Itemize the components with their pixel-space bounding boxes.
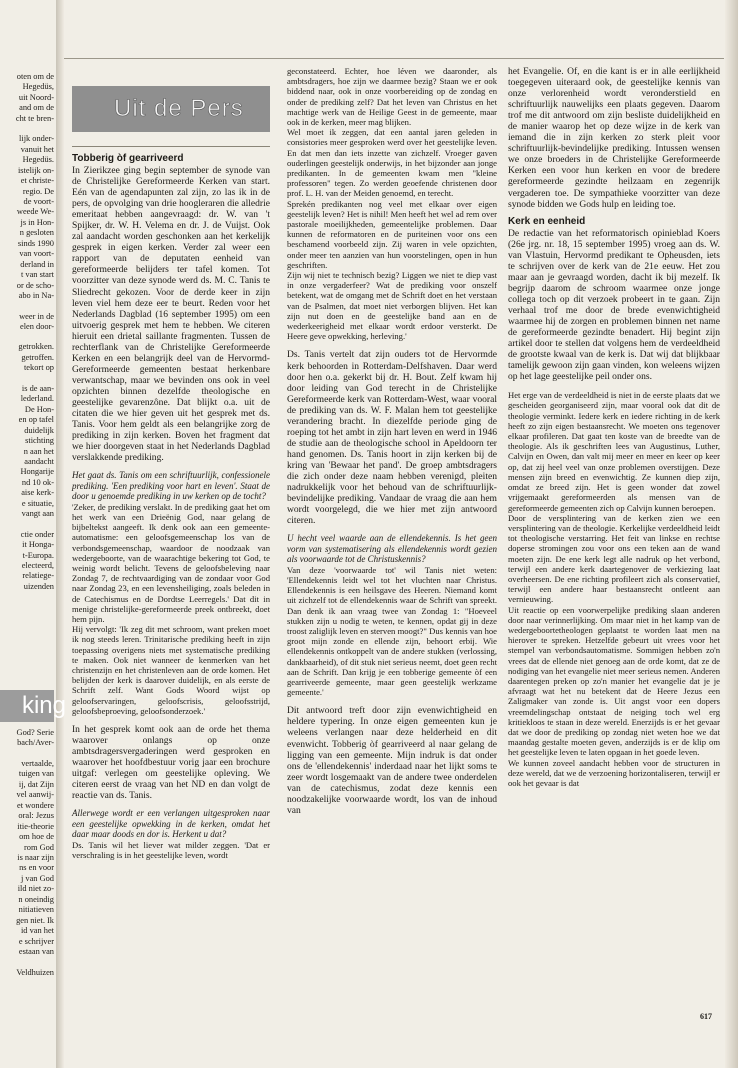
left-fragment-line: ild niet zo- [17,884,54,894]
article-column-3 [508,66,720,788]
paragraph: geconstateerd. Echter, hoe léven we daaronder, als ambtsdragers, hoe zijn we daarmee bezig? Staan we er ook biddend naar, ook in onze voorbereiding op de zondag en onder de prediking zelf? Dat het leven van Christus en het machtige werk van de Heilige Geest in de gemeente, maar ook in de kerken, meer mag blijken. [287,66,497,128]
left-fragment-line: n gesloten [19,228,54,238]
left-fragment-line [0,958,54,968]
left-fragment-line: ns en voor [19,863,54,873]
paragraph: Dit antwoord treft door zijn evenwichtigheid en heldere typering. In onze eigen gemeenten kun je weleens verlangen naar deze helderheid en dit evenwicht. Tobberig òf gearriveerd al naar gelang de ligging van een gemeente. Mijn indruk is dat onder ons de 'ellendekennis' inderdaad naar het lijkt soms te zeer wordt losgemaakt van de andere twee onderdelen van de catechismus, zodat deze kennis een noodzakelijke voorwaarde wordt, los van de inhoud van [287,705,497,816]
left-fragment-line: tuigen van [18,769,54,779]
paragraph: het Evangelie. Of, en die kant is er in alle eerlijkheid toegegeven uiteraard ook, de geestelijke kennis van onze verlorenheid wordt veronderstield en schriftuurlijk nauwelijks een plaats gegeven. Daarom trof me dit antwoord om zijn besliste duidelijkheid en de manier waarop het op deze wijze in de kerk van iemand die in zijn kerken zo sterk pleit voor schriftuurlijk-bevindelijke prediking. Intussen wensen we onze broeders in de Christelijke Gereformeerde Kerken een voor hun kerken en voor de bredere gereformeerde gezindte heilzaam en zegenrijk vergaderen toe. De sympathieke voorzitter van deze synode bidden we Gods hulp en leiding toe. [508,66,720,210]
quoted-paragraph: Uit reactie op een voorwerpelijke prediking slaan anderen door naar verinnerlijking. Om maar niet in het kamp van de wedergeboortetheologen geplaatst te worden laat men na hierover te spreken. Hetzelfde gebeurt uit vrees voor het stempel van verbondsautomatisme. Sommigen hebben zo'n vrees dat de ellende niet genoeg aan de orde komt, dat ze de nodiging van het evangelie niet meer serieus nemen. Anderen daarentegen preken op zo'n manier het evangelie dat je je afvraagt wat het nu betekent dat de Heere Jezus een Zaligmaker van zonde is. Uit angst voor een dopers vreemdelingschap ontstaat de neiging toch wel erg kritiekloos te staan in deze wereld. Enerzijds is er het gevaar dat we door de prediking op zondag niet weten hoe we dat maandag gestalte moeten geven, anderzijds is er de klip om het geestelijke leven te laten opgaan in het goede leven. [508,604,720,758]
left-fragment-line: derland in [20,259,54,269]
quoted-paragraph: We kunnen zoveel aandacht hebben voor de structuren in deze wereld, dat we de verzoening horizontaliseren, terwijl er ook het gevaar is dat [508,757,720,788]
left-fragment-block-a [0,72,54,592]
paragraph: Hij vervolgt: 'Ik zeg dit met schroom, want preken moet ik nog steeds leren. Trinitarische prediking heeft in zijn toepassing overigens niets met systematische prediking te maken. Ook niet wanneer de kenmerken van het christenzijn en het christenleven aan de orde komen. Het belijden der kerk is daarover duidelijk, en als eerste de Schrift zelf. Want Gods Woord wijst op geloofservaringen, geloofscrisis, geloofsstrijd, geloofsbeproeving, geloofsonderzoek.' [72,624,270,716]
interview-question: Allerwege wordt er een verlangen uitgesproken naar een geestelijke opwekking in de kerken, omdat het daar maar doods en dor is. Herkent u dat? [72,808,270,840]
paragraph: In het gesprek komt ook aan de orde het thema waarover onlangs op onze ambtsdragersvergaderingen werd gesproken en waarover het hoofdbestuur vorig jaar een brochure uitgaf: verlegen om geestelijke opleving. We citeren eerst de vraag van het ND en dan volgt de reactie van ds. Tanis. [72,724,270,802]
paragraph: In Zierikzee ging begin september de synode van de Christelijke Gereformeerde Kerken van start. Eén van de agendapunten zal zijn, zo las ik in de pers, de opvolging van drie hoogleraren die alledrie emeritaat hebben aangevraagd: dr. W. van 't Spijker, dr. W. H. Velema en dr. J. de Vuijst. Ook zal aandacht worden geschonken aan het kerkelijk gesprek in eigen kerken. Verder zal weer een rapport van de deputaten eenheid van gereformeerde belijders ter tafel komen. Tot voorzitter van deze synode werd ds. M. C. Tanis te Sliedrecht gekozen. Voor de derde keer in zijn leven viel hem deze eer te beurt. Reden voor het Nederlands Dagblad (16 september 1995) om een uitvoerig gesprek met hem te hebben. We citeren hieruit een drietal saillante fragmenten. Tussen de rechterflank van de Christelijke Gereformeerde Kerken en een belangrijk deel van de Hervormd-Gereformeerde gemeenten bestaat herkenbare verwantschap, maar we bevinden ons ook in veel opzichten binnen dezelfde theologische en geestelijke gevarenzône. Dat blijkt o.a. uit de citaten die we hier geven uit het gesprek met ds. Tanis. Voor hem geldt als een belangrijke zorg de prediking in zijn kerken. Boven het fragment dat we hier doorgeven staat in het Nederlands Dagblad verslakkende prediking. [72,165,270,464]
paragraph: Van deze 'voorwaarde tot' wil Tanis niet weten: 'Ellendekennis leidt wel tot het vluchten naar Christus. Ellendekennis is een heilsgave des Heeren. Niemand komt uit zichzelf tot de ellendekennis waar de Schrift van spreekt. Dan denk ik aan vraag twee van Zondag 1: "Hoeveel stukken zijn u nodig te weten, te kennen, opdat gij in deze troost zaliglijk leven en sterven moogt?" Dus kennis van hoe groot mijn zonde en ellende zijn, behoort erbij. Wie ellendekennis ontkoppelt van de andere stukken (verlossing, dankbaarheid), of dit stuk niet serieus neemt, doet geen recht aan de Schrift. Dan krijg je een tobberige gemeente òf een gearriveerde gemeente, maar geen geestelijk werkzame gemeente.' [287,564,497,698]
left-fragment-line: De Hon- [24,404,54,414]
left-fragment-line: aise kerk- [21,488,54,498]
left-fragment-line: vanuit het [20,144,54,154]
left-fragment-line: gen niet. Ik [16,915,54,925]
left-fragment-line: en op tafel [18,415,54,425]
left-fragment-line: oten om de [16,72,54,81]
left-fragment-line: Hongarije [20,467,54,477]
left-fragment-line: aandacht [24,456,54,466]
left-banner-text: king [21,692,66,719]
left-fragment-line: is naar zijn [17,852,54,862]
left-fragment-line: Hegedüs. [22,155,54,165]
left-fragment-line: js in Hon- [20,217,54,227]
heading-kerk-en-eenheid: Kerk en eenheid [508,215,586,227]
article-column-2 [287,66,497,816]
heading-tobberig: Tobberig òf gearriveerd [72,153,184,164]
left-fragment-line: vel aanwij- [16,790,54,800]
left-fragment-line: uizenden [23,581,54,591]
left-fragment-line: nd 10 ok- [21,477,54,487]
left-fragment-line: stichting [25,436,54,446]
left-fragment-line: rom God [23,842,54,852]
divider [72,146,270,147]
left-cutoff-column-lower [0,728,54,1028]
left-fragment-line [0,374,54,384]
left-fragment-line: estaan van [18,947,54,957]
quoted-paragraph: Het erge van de verdeeldheid is niet in de eerste plaats dat we gescheiden georganiseerd zijn, maar vooral ook dat dit de theologie verminkt. Iedere kerk en iedere richting in de kerk heeft zo zijn eigen bestaansrecht. We moeten ons tegenover elkaar profileren. Dat gaat ten koste van de breedte van de theologie. Als ik geschriften lees van Augustinus, Luther, Calvijn en Owen, dan valt mij meer en meer en keer op keer op, dat zij heel veel van onze problemen overstijgen. Deze mensen zijn breed en evenwichtig. Ze kunnen diep zijn, omdat ze breed zijn. Het is geen wonder dat zowel vrijgemaakt gereformeerden als mensen van de gereformeerde gemeenten zich op Calvijn kunnen beroepen. [508,390,720,513]
left-fragment-line: uit Noord- [18,92,54,102]
left-fragment-line: duidelijk [24,425,54,435]
left-fragment-line: oral: Jezus [18,811,54,821]
left-fragment-line: n aan het [23,446,54,456]
left-fragment-line: relatiege- [22,571,54,581]
left-section-banner [0,690,66,722]
top-rule [64,58,724,59]
left-fragment-line: j van God [20,873,54,883]
left-fragment-line: God? Serie [16,728,54,737]
left-fragment-line: ctie onder [20,529,54,539]
left-fragment-line: e schrijver [18,936,54,946]
paragraph: Ds. Tanis vertelt dat zijn ouders tot de Hervormde kerk behoorden in Rotterdam-Delfshaven. Daar werd door hen o.a. gekerkt bij dr. H. Bout. Zelf kwam hij door leiding van God terecht in de Christelijke Gereformeerde kerk van Rotterdam-West, waar vooral de prediking van ds. W. F. Malan hem tot geestelijke verandering bracht. In diezelfde periode ging de roeping tot het ambt in zijn hart leven en werd in 1946 de studie aan de theologische school in Apeldoorn ter hand genomen. Ds. Tanis hoort in zijn kerken bij de kring van 'Bewaar het pand'. De groep ambtsdragers die zich onder deze naam hebben verenigd, pleiten nadrukkelijk voor het behoud van de schriftuurlijk-bevindelijke prediking. Vandaar de vraag die aan hem wordt voorgelegd, die we hier met zijn antwoord citeren. [287,349,497,527]
left-fragment-line: n oneindig [18,894,54,904]
left-fragment-line: cht te bren- [15,113,54,123]
left-fragment-line: Hegedüs, [22,82,54,92]
left-fragment-line: tekort op [23,363,54,373]
paragraph: 'Zeker, de prediking verslakt. In de prediking gaat het om het werk van een Drieënig God, naar gelang de bijbeltekst aangeeft. Ik denk ook aan een gemeente-automatisme: een geloofsgemeenschap los van de verbondsgemeenschap, waardoor de noodzaak van wedergeboorte, van de waarachtige bekering tot God, te weinig wordt belicht. Tevens de geloofsbeleving naar Zondag 7, de rechtvaardiging van de zondaar voor God naar Zondag 23, en een levensheiliging, zoals beleden in de Catechismus en de Dordtse Leerregels.' Dat dit in menige christelijke-gereformeerde preek ontbreekt, doet hem pijn. [72,501,270,624]
interview-question: Het gaat ds. Tanis om een schriftuurlijk, confessionele prediking. 'Een prediking voor hart en leven'. Staat de door u genoemde prediking in uw kerken op de tocht? [72,470,270,502]
left-fragment-line: van voort- [19,249,54,259]
quoted-paragraph: Door de versplintering van de kerken zien we een versplintering van de theologie. Kerkelijke verdeeldheid leidt tot theologische verstarring. Het feit van linkse en rechtse doperse stromingen zou voor ons een teken aan de wand moeten zijn. De ene kerk legt alle nadruk op het verbond, terwijl een andere kerk daartegenover de verkiezing laat overheersen. De ene richting profileert zich als conservatief, terwijl een andere haar bestaansrecht ontleent aan vernieuwing. [508,512,720,605]
left-fragment-line [0,332,54,342]
left-fragment-line: weede We- [16,207,54,217]
left-fragment-line: it Honga- [22,540,54,550]
left-fragment-line: lijk onder- [19,134,54,144]
left-fragment-line: regio. De [22,186,54,196]
section-banner [72,86,270,132]
left-fragment-line [0,749,54,759]
left-fragment-line [0,302,54,312]
left-fragment-line: getrokken. [18,342,54,352]
article-column-1 [72,140,270,860]
left-fragment-line: ij, dat Zijn [18,779,54,789]
left-fragment-line: lederland. [20,394,54,404]
paragraph: Wel moet ik zeggen, dat een aantal jaren geleden in consistories meer gesproken werd over het geestelijke leven. En dat men dan iets inzette van zichzelf. Vroeger gaven ouderlingen geestelijk onderwijs, in het bijzonder aan jonge predikanten. In de gemeenten kwam men "kleine professoren" tegen. Zo werden geoefende christenen door prof. L. H. van der Meiden genoemd, en terecht. [287,127,497,199]
left-fragment-line: and om de [19,103,54,113]
left-fragment-line: t van start [20,270,54,280]
left-fragment-line: nitiatieven [18,905,54,915]
left-fragment-line: or de scho- [16,280,54,290]
left-fragment-line: bach/Aver- [17,738,54,748]
section-title: Uit de Pers [114,95,244,122]
left-fragment-line: de voort- [23,196,54,206]
left-fragment-line: is de aan- [21,383,54,393]
left-fragment-line: itie-theorie [17,821,54,831]
left-fragment-line: getroffen. [21,352,54,362]
paragraph: Sprekén predikanten nog veel met elkaar over eigen geestelijk leven? Het is nihil! Men heeft het wel ad rem over pastorale moeilijkheden, gemeentelijke problemen. Daar kunnen de reformatoren en de puriteinen voor ons een beschamend voorbeeld zijn. Zij waren in vele opzichten, onder meer ten aanzien van hun voorstelingen, open in hun geschriften. [287,198,497,270]
left-fragment-line: Veldhuizen [16,967,54,977]
left-fragment-line: istelijk on- [17,165,54,175]
left-fragment-line: t-Europa. [22,550,54,560]
paragraph: De redactie van het reformatorisch opinieblad Koers (26e jrg. nr. 18, 15 september 1995) vroeg aan ds. W. van Vlastuin, Hervormd predikant te Opheusden, iets te schrijven over de kerk van de 21e eeuw. Het zou maar aan je gevraagd worden, dacht ik bij mezelf. Ik begrijp daarom de schroom waarmee onze jonge collega toch op dit verzoek probeert in te gaan. Zijn verhaal trof me door de brede evenwichtigheid waarmee hij de zorgen en problemen binnen net name de gereformeerde gezindte benadert. Hij begint zijn artikel door te stellen dat volgens hem de verdeeldheid de grootste kwaal van de kerk is. Dat wij dat blijkbaar tamelijk gewoon zijn gaan vinden, kon weleens wijzen op het lage geestelijke peil onder ons. [508,227,720,383]
page-number: 617 [700,1012,712,1021]
left-fragment-line: sinds 1990 [17,238,54,248]
paragraph: Ds. Tanis wil het liever wat milder zeggen. 'Dat er verschraling is in het geestelijke leven, wordt [72,839,270,861]
left-fragment-line [0,124,54,134]
interview-question: U hecht veel waarde aan de ellendekennis. Is het geen vorm van systematisering als ellendekennis wordt gezien als voorwaarde tot de Christuskennis? [287,533,497,565]
left-fragment-line: weer in de [19,311,54,321]
left-fragment-line: et christe- [20,176,54,186]
left-fragment-line: electeerd, [21,561,54,571]
left-fragment-line: vangt aan [21,509,54,519]
left-fragment-line: om hoe de [19,832,54,842]
left-fragment-line: e situatie, [21,498,54,508]
left-fragment-line: vertaalde, [21,758,54,768]
left-fragment-line: abo in Na- [18,291,54,301]
page-gutter [56,0,64,1068]
left-fragment-block-b [0,728,54,978]
left-fragment-line: et wondere [17,800,54,810]
left-fragment-line: id van het [20,926,54,936]
paragraph: Zijn wij niet te technisch bezig? Liggen we niet te diep vast in onze vergaderfeer? Wat de prediking voor onszelf betekent, wat de omgang met de Schrift doet en het verstaan van de Psalmen, dat moet niet verborgen blijven. Het kan zijn nut doen en de geestelijke band aan en de wederkeerigheid met elkaar wordt erdoor versterkt. De Heere geve opwekking, herleving.' [287,270,497,342]
left-fragment-line: elen door- [19,321,54,331]
page-edge [725,0,738,1068]
left-fragment-line [0,520,54,530]
